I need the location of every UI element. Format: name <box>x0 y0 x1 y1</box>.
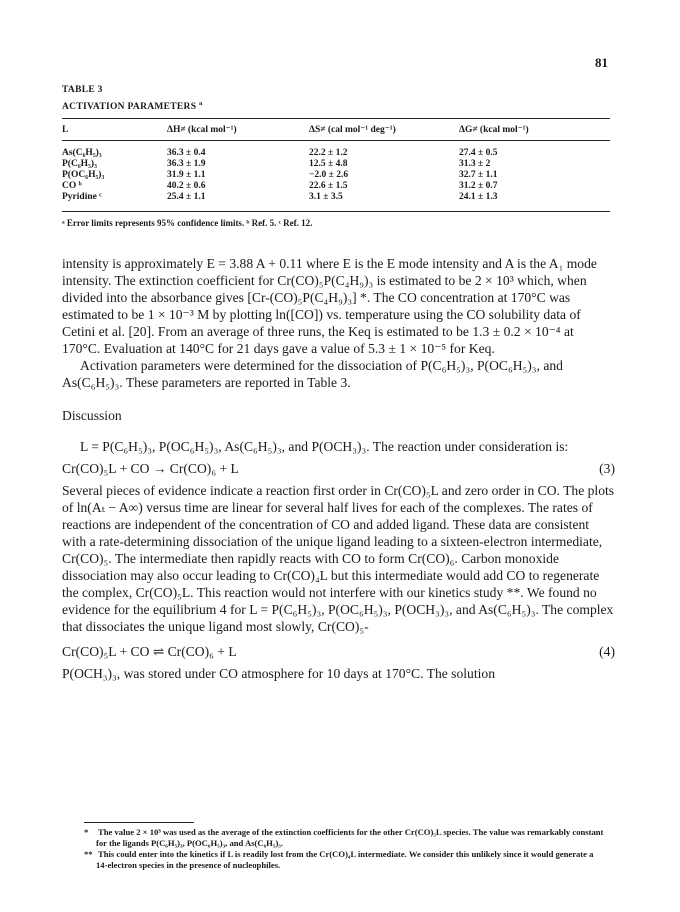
paragraph: L = P(C₆H₅)₃, P(OC₆H₅)₃, As(C₆H₅)₃, and P(OCH₃)₃. The reaction under consideration is: <box>80 439 569 454</box>
equation-number: (4) <box>599 644 615 659</box>
table-cell: 31.9 ± 1.1 <box>167 170 206 181</box>
table-cell: 31.2 ± 0.7 <box>459 181 498 192</box>
table-cell: 25.4 ± 1.1 <box>167 192 206 203</box>
paragraph: intensity is approximately E = 3.88 A + 0.11 where E is the E mode intensity and A is the A₁ mode intensity. The extinction coefficient for Cr(CO)₅P(C₄H₉)₃ is estimated to be 2 × 10³ which, when divided into the absorbance gives [Cr-(CO)₅P(C₄H₉)₃] *. The CO concentration at 170°C was estimated to be 1 × 10⁻³ M by plotting ln([CO]) vs. temperature using the CO solubility data of Cetini et al. [20]. From an average of three runs, the Keq is estimated to be 1.3 ± 0.2 × 10⁻⁴ at 170°C. Evaluation at 140°C for 21 days gave a value of 5.3 ± 1 × 10⁻⁵ for Keq. <box>62 256 597 356</box>
table-cell: 24.1 ± 1.3 <box>459 192 498 203</box>
table-row <box>62 192 610 212</box>
table-cell: CO ᵇ <box>62 181 82 192</box>
equation-number: (3) <box>599 461 615 476</box>
body-text <box>62 255 615 682</box>
page-number: 81 <box>595 55 608 70</box>
table-cell: 3.1 ± 3.5 <box>309 192 343 203</box>
equation-4 <box>62 643 615 660</box>
paragraph: Several pieces of evidence indicate a reaction first order in Cr(CO)₅L and zero order in CO. The plots of ln(Aₜ − A∞) versus time are linear for several half lives for each of the complexes. The rates of reactions are independent of the concentration of CO and added ligand. These data are consistent with a rate-determining dissociation of the unique ligand leading to a sixteen-electron intermediate, Cr(CO)₅. The intermediate then rapidly reacts with CO to form Cr(CO)₆. Carbon monoxide dissociation may also occur leading to Cr(CO)₄L but this intermediate would add CO to regenerate the complex, Cr(CO)₅L. This reaction would not interfere with our kinetics study **. We found no evidence for the equilibrium 4 for L = P(C₆H₅)₃, P(OC₆H₅)₃, P(OCH₃)₃, and As(C₆H₅)₃. The complex that dissociates the unique ligand most slowly, Cr(CO)₅- <box>62 483 615 634</box>
table-cell: 12.5 ± 4.8 <box>309 159 348 170</box>
equation-text: Cr(CO)₅L + CO → Cr(CO)₆ + L <box>62 461 239 476</box>
table-header-cell: ΔS≠ (cal mol⁻¹ deg⁻¹) <box>309 125 396 136</box>
table-cell: 36.3 ± 0.4 <box>167 148 206 159</box>
table-cell: Pyridine ᶜ <box>62 192 102 203</box>
table-cell: 36.3 ± 1.9 <box>167 159 206 170</box>
table-cell: P(C₆H₅)₃ <box>62 159 97 170</box>
table-3 <box>62 85 610 228</box>
footnote <box>84 849 604 871</box>
footnote-text: This could enter into the kinetics if L is readily lost from the Cr(CO)₄L intermediate. We consider this unlikely since it would generate a 14-electron species in the presence of nucleophiles. <box>96 849 594 870</box>
table-cell: 22.6 ± 1.5 <box>309 181 348 192</box>
equation-text: Cr(CO)₅L + CO ⇌ Cr(CO)₆ + L <box>62 644 237 659</box>
paragraph: Activation parameters were determined for the dissociation of P(C₆H₅)₃, P(OC₆H₅)₃, and As(C₆H₅)₃. These parameters are reported in Table 3. <box>62 358 563 390</box>
table-row <box>62 159 610 170</box>
table-label: TABLE 3 <box>62 85 103 95</box>
table-title-note: a <box>199 100 203 107</box>
table-cell: As(C₆H₅)₃ <box>62 148 102 159</box>
table-footnote: ᵃ Error limits represents 95% confidence limits. ᵇ Ref. 5. ᶜ Ref. 12. <box>62 218 313 229</box>
footnote-rule <box>84 822 194 823</box>
equation-3 <box>62 460 615 477</box>
table-cell: 22.2 ± 1.2 <box>309 148 348 159</box>
table-title-text: ACTIVATION PARAMETERS <box>62 102 197 113</box>
footnote-symbol: ** <box>84 849 93 859</box>
footnote-text: The value 2 × 10³ was used as the average of the extinction coefficients for the other Cr(CO)₅L species. The value was remarkably constant for the ligands P(C₆H₅)₃, P(OC₆H₅)₃, and As(C₆H₅)₃. <box>96 827 604 848</box>
table-cell: 27.4 ± 0.5 <box>459 148 498 159</box>
footnote <box>84 827 604 849</box>
footnote-symbol: * <box>84 827 89 837</box>
table-cell: 31.3 ± 2 <box>459 159 491 170</box>
footnotes <box>84 822 604 871</box>
table-header-row <box>62 119 610 141</box>
paragraph: P(OCH₃)₃, was stored under CO atmosphere for 10 days at 170°C. The solution <box>62 666 495 681</box>
table-header-cell: L <box>62 124 69 135</box>
table-cell: 32.7 ± 1.1 <box>459 170 498 181</box>
table-row <box>62 181 610 192</box>
activation-parameters-table <box>62 118 610 212</box>
table-cell: −2.0 ± 2.6 <box>309 170 349 181</box>
table-row <box>62 170 610 181</box>
table-title <box>62 100 610 112</box>
table-row <box>62 141 610 160</box>
table-cell: P(OC₆H₅)₃ <box>62 170 105 181</box>
table-header-cell: ΔG≠ (kcal mol⁻¹) <box>459 125 529 136</box>
table-header-cell: ΔH≠ (kcal mol⁻¹) <box>167 125 237 136</box>
section-heading: Discussion <box>62 408 122 423</box>
table-cell: 40.2 ± 0.6 <box>167 181 206 192</box>
